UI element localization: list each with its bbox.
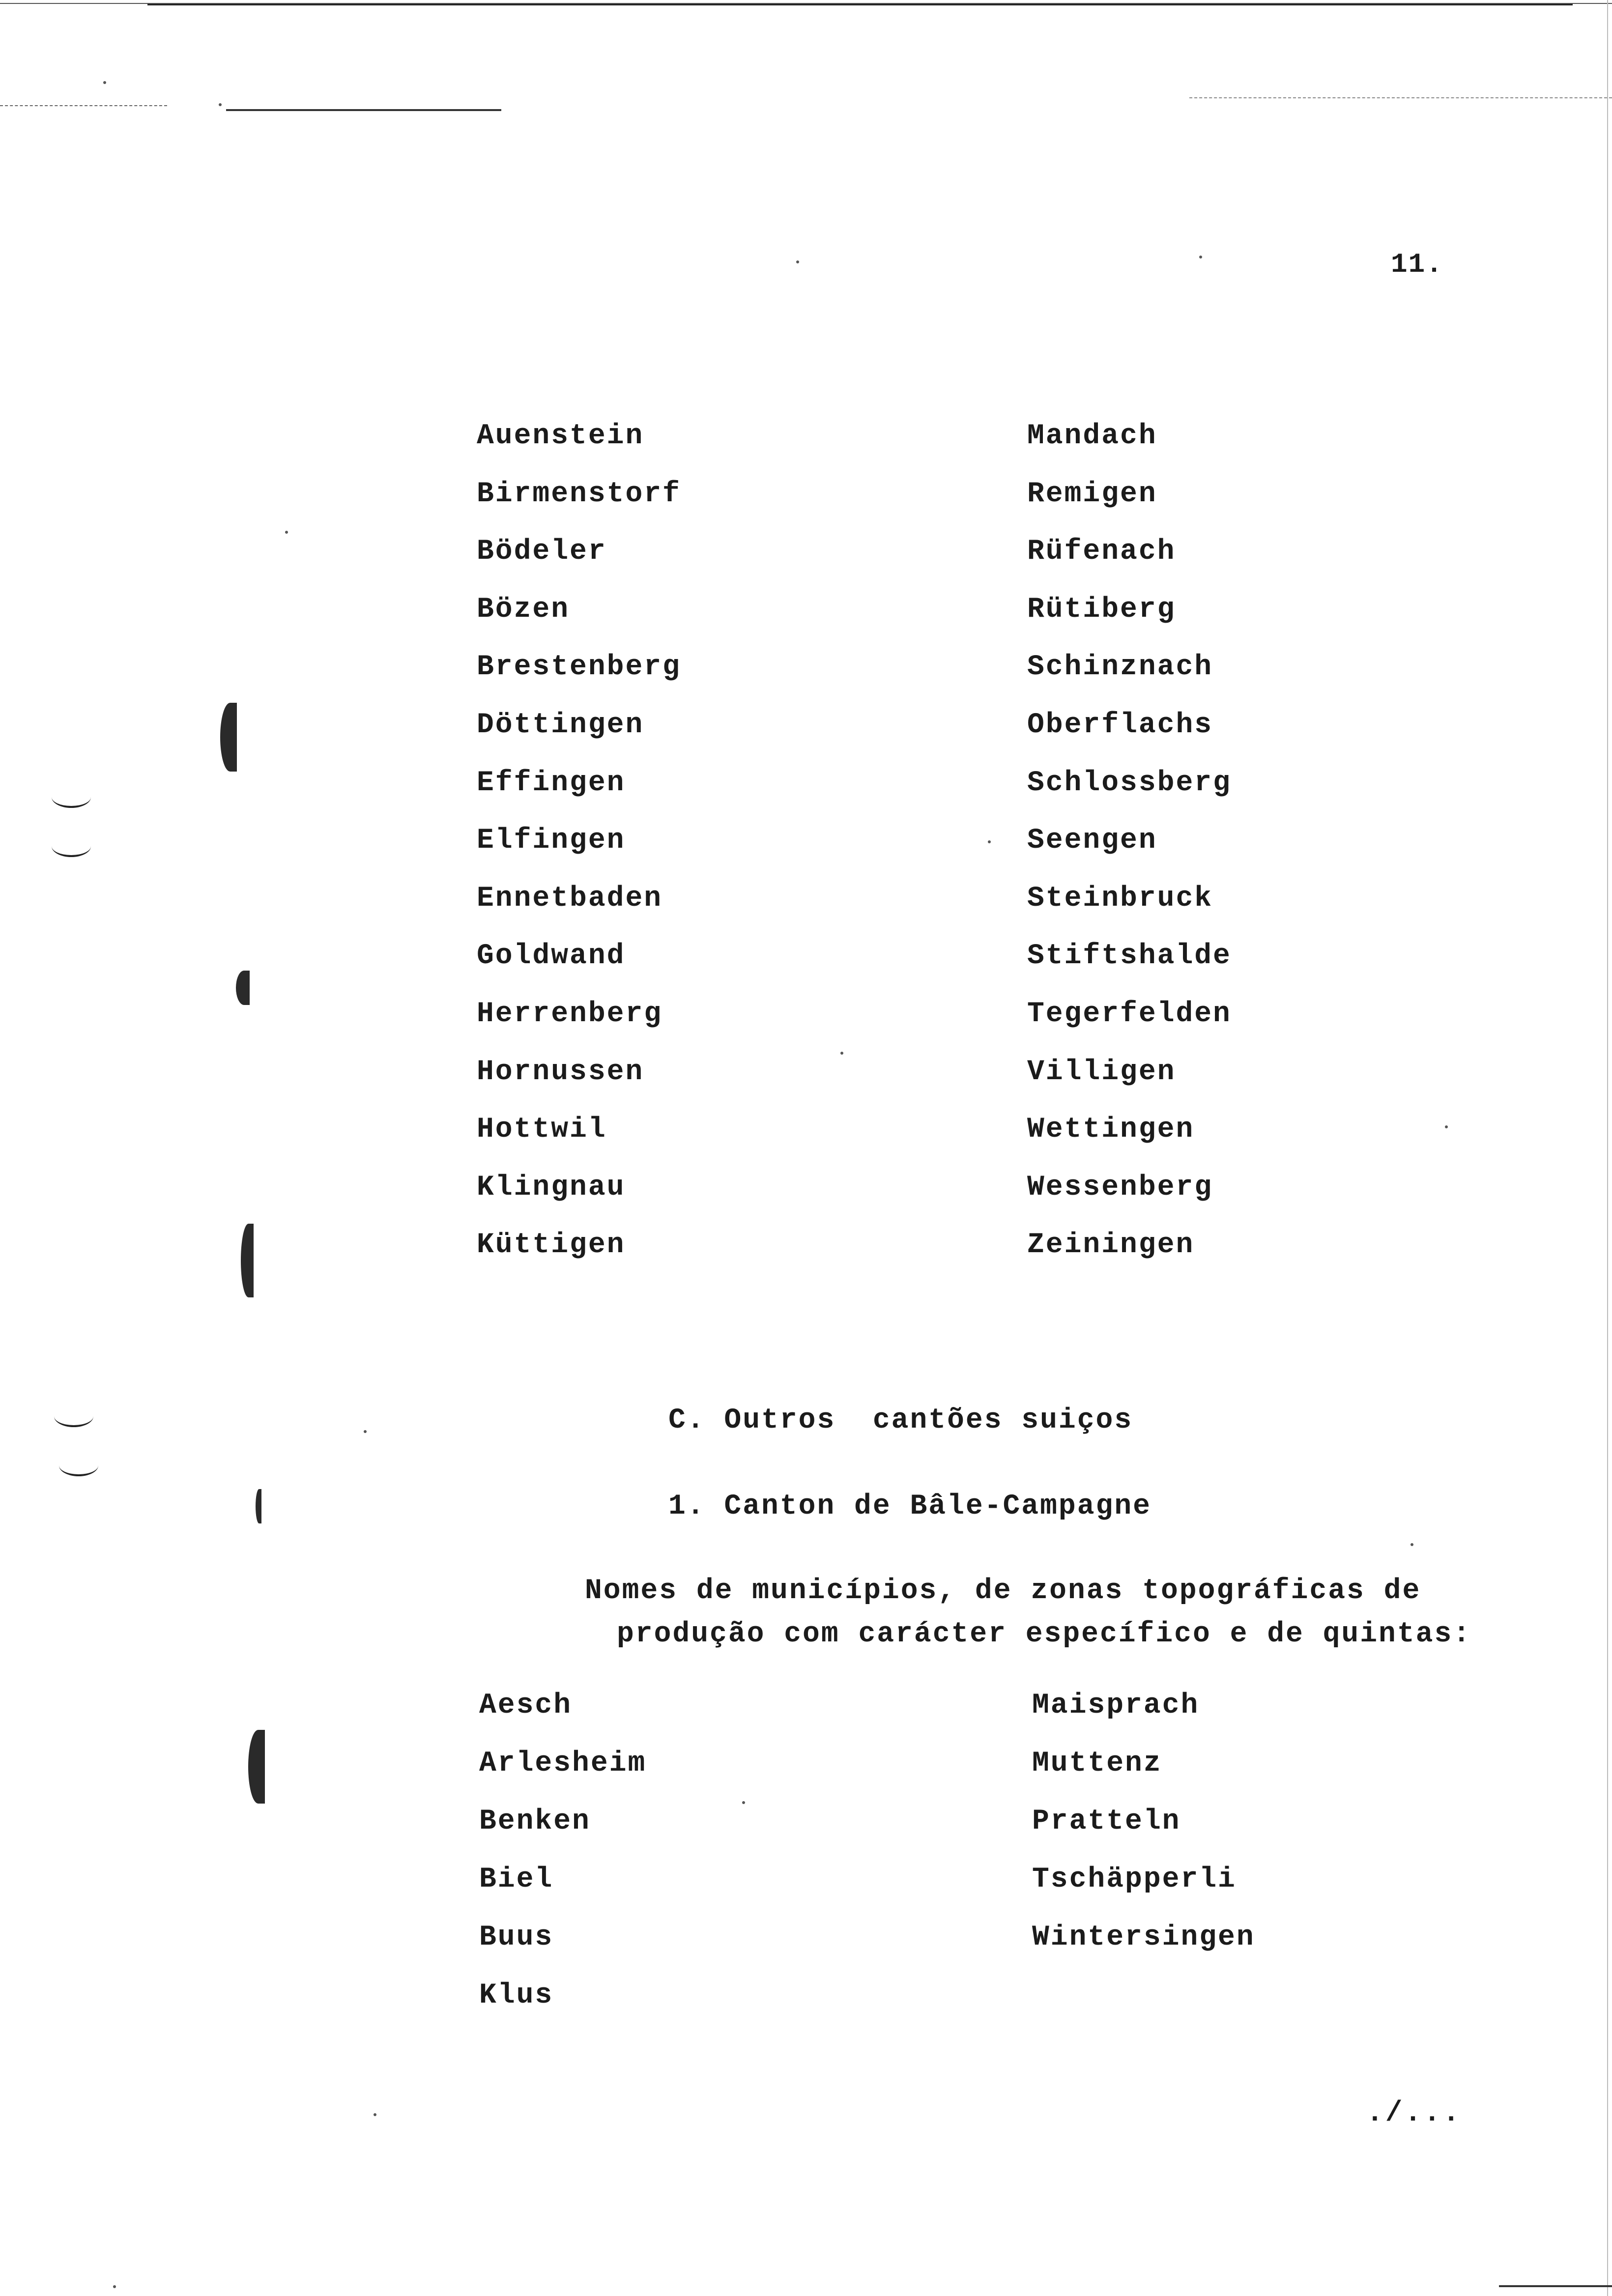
locality-item: Schlossberg (1027, 767, 1232, 799)
punch-hole-mark (248, 1730, 265, 1804)
locality-item: Döttingen (477, 709, 644, 741)
locality-item: Bödeler (477, 536, 607, 568)
locality-item: Goldwand (477, 940, 626, 973)
locality-item: Stiftshalde (1027, 940, 1232, 973)
locality-item: Küttigen (477, 1229, 626, 1262)
locality-item: Hottwil (477, 1114, 607, 1146)
locality-item: Buus (479, 1922, 554, 1953)
scan-speck (1410, 1543, 1413, 1546)
bale-locality-list-column-2 (1032, 1691, 1255, 1981)
locality-list-column-2 (1027, 422, 1232, 1289)
locality-item: Bözen (477, 593, 570, 626)
section-heading: C. Outros cantões suiços (668, 1405, 1133, 1436)
punch-hole-mark (241, 1224, 254, 1297)
locality-item: Hornussen (477, 1056, 644, 1088)
scan-speck (988, 840, 991, 843)
scan-arc-mark (54, 1406, 93, 1427)
locality-item: Brestenberg (477, 651, 681, 684)
scan-speck (113, 2285, 116, 2288)
locality-item: Oberflachs (1027, 709, 1213, 741)
scan-speck (840, 1052, 843, 1055)
punch-hole-mark (220, 703, 237, 772)
locality-item: Seengen (1027, 825, 1157, 857)
locality-item: Zeiningen (1027, 1229, 1195, 1262)
intro-text-line-2: produção com carácter específico e de quintas: (617, 1618, 1472, 1650)
locality-item: Tegerfelden (1027, 998, 1232, 1030)
scan-bottom-rule (1499, 2285, 1612, 2287)
scan-rule-fragment (226, 109, 501, 111)
locality-item: Wettingen (1027, 1114, 1195, 1146)
intro-text-line-1: Nomes de municípios, de zonas topográficas de (585, 1575, 1421, 1607)
locality-item: Effingen (477, 767, 626, 799)
locality-item: Herrenberg (477, 998, 663, 1030)
locality-item: Wessenberg (1027, 1171, 1213, 1204)
bale-locality-list-column-1 (479, 1691, 646, 2039)
locality-item: Klingnau (477, 1171, 626, 1204)
locality-item: Klus (479, 1980, 554, 2011)
locality-item: Rütiberg (1027, 593, 1176, 626)
locality-item: Benken (479, 1806, 591, 1837)
locality-item: Mandach (1027, 420, 1157, 452)
locality-item: Muttenz (1032, 1748, 1162, 1779)
locality-item: Auenstein (477, 420, 644, 452)
locality-list-column-1 (477, 422, 681, 1289)
scan-speck (285, 531, 288, 534)
locality-item: Biel (479, 1864, 554, 1895)
scan-right-edge (1607, 0, 1608, 2296)
locality-item: Wintersingen (1032, 1922, 1255, 1953)
scan-speck (374, 2113, 376, 2116)
locality-item: Arlesheim (479, 1748, 647, 1779)
locality-item: Remigen (1027, 478, 1157, 510)
scan-arc-mark (52, 786, 91, 808)
scan-top-rule (147, 0, 1573, 5)
locality-item: Elfingen (477, 825, 626, 857)
locality-item: Rüfenach (1027, 536, 1176, 568)
scan-arc-mark (59, 1455, 98, 1476)
punch-hole-mark (236, 971, 250, 1005)
locality-item: Aesch (479, 1690, 573, 1722)
scan-speck (364, 1430, 367, 1433)
scan-arc-mark (52, 835, 91, 857)
scan-speck (1445, 1125, 1448, 1128)
locality-item: Schinznach (1027, 651, 1213, 684)
scan-dashed-line-left (0, 105, 167, 106)
locality-item: Steinbruck (1027, 882, 1213, 915)
scan-speck (796, 260, 799, 263)
locality-item: Villigen (1027, 1056, 1176, 1088)
page-number: 11. (1391, 249, 1443, 280)
continuation-mark: ./... (1366, 2097, 1462, 2129)
locality-item: Birmenstorf (477, 478, 681, 510)
scan-speck (1199, 256, 1202, 258)
scan-dashed-line-right (1189, 97, 1612, 98)
scan-speck (742, 1801, 745, 1804)
locality-item: Pratteln (1032, 1806, 1181, 1837)
locality-item: Tschäpperli (1032, 1864, 1237, 1895)
locality-item: Maisprach (1032, 1690, 1200, 1722)
scan-speck (219, 103, 222, 106)
punch-hole-mark (256, 1489, 261, 1523)
scan-speck (103, 81, 106, 84)
locality-item: Ennetbaden (477, 882, 663, 915)
canton-heading: 1. Canton de Bâle-Campagne (668, 1491, 1151, 1522)
